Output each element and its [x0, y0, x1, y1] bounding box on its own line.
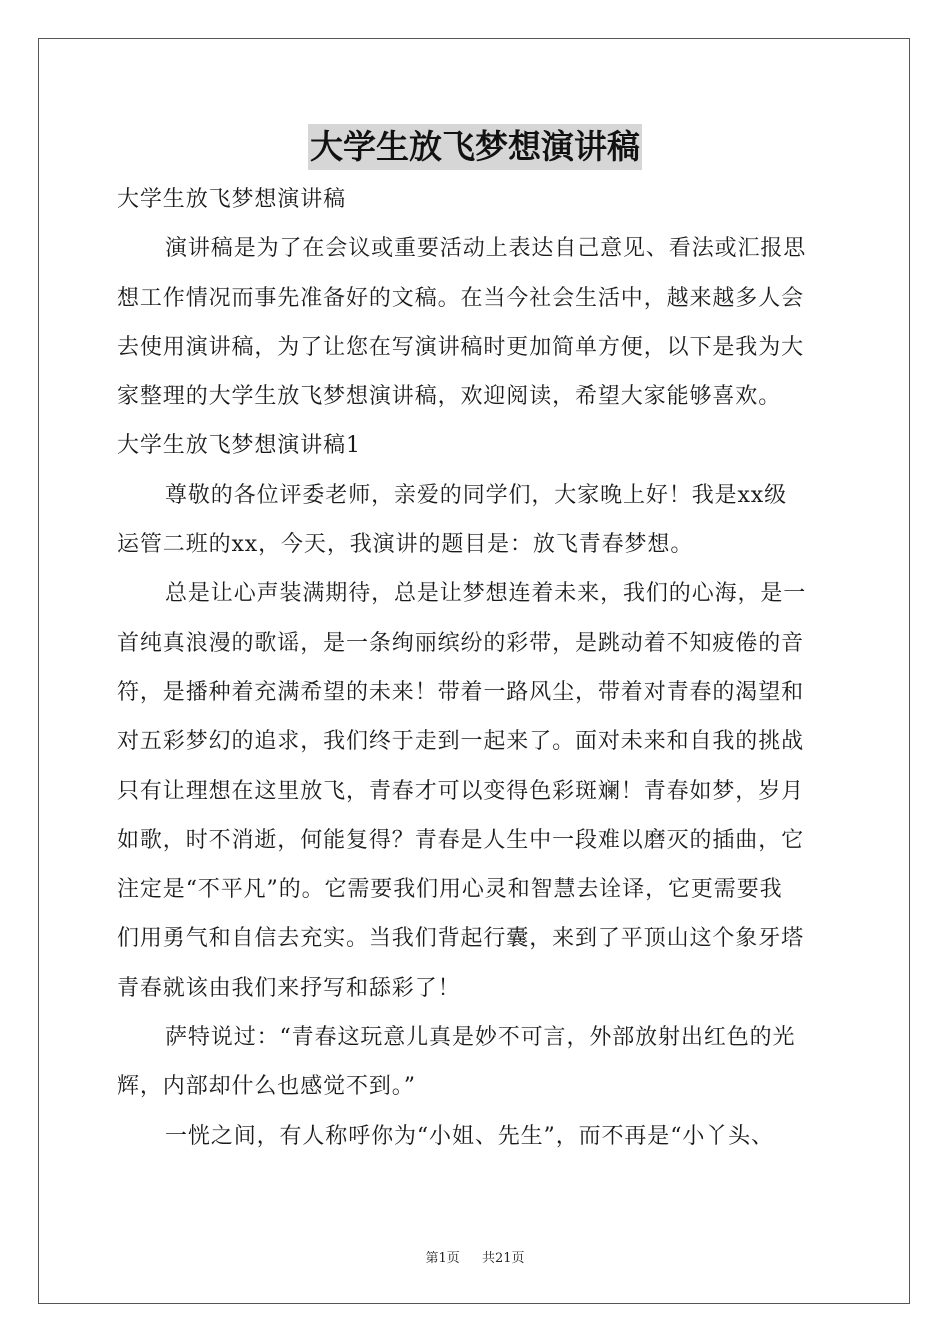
page-number: 第1页 — [425, 1251, 460, 1266]
text-line: 尊敬的各位评委老师，亲爱的同学们，大家晚上好！我是xx级 — [165, 482, 788, 508]
text-line: 们用勇气和自信去充实。当我们背起行囊，来到了平顶山这个象牙塔 — [117, 926, 805, 952]
text-line: 大学生放飞梦想演讲稿1 — [117, 433, 361, 459]
text-line: 首纯真浪漫的歌谣，是一条绚丽缤纷的彩带，是跳动着不知疲倦的音 — [117, 630, 805, 656]
text-line: 家整理的大学生放飞梦想演讲稿，欢迎阅读，希望大家能够喜欢。 — [117, 384, 782, 410]
text-line: 青春就该由我们来抒写和舔彩了！ — [117, 975, 461, 1001]
text-line: 大学生放飞梦想演讲稿 — [117, 187, 347, 212]
title-container — [0, 124, 950, 170]
text-line: 辉，内部却什么也感觉不到。” — [117, 1074, 416, 1100]
text-line: 总是让心声装满期待，总是让梦想连着未来，我们的心海，是一 — [165, 581, 807, 607]
text-line: 对五彩梦幻的追求，我们终于走到一起来了。面对未来和自我的挑战 — [117, 729, 805, 755]
text-line: 注定是“不平凡”的。它需要我们用心灵和智慧去诠译，它更需要我 — [117, 877, 783, 903]
text-line: 只有让理想在这里放飞，青春才可以变得色彩斑斓！青春如梦，岁月 — [117, 778, 805, 804]
text-line: 想工作情况而事先准备好的文稿。在当今社会生活中，越来越多人会 — [117, 285, 805, 311]
document-title: 大学生放飞梦想演讲稿 — [308, 124, 642, 170]
text-line: 萨特说过：“青春这玩意儿真是妙不可言，外部放射出红色的光 — [165, 1025, 796, 1051]
text-line: 演讲稿是为了在会议或重要活动上表达自己意见、看法或汇报思 — [165, 236, 807, 262]
page-total: 共21页 — [482, 1251, 525, 1266]
text-line: 一恍之间，有人称呼你为“小姐、先生”，而不再是“小丫头、 — [165, 1123, 774, 1149]
text-line: 运管二班的xx，今天，我演讲的题目是：放飞青春梦想。 — [117, 532, 694, 558]
text-line: 符，是播种着充满希望的未来！带着一路风尘，带着对青春的渴望和 — [117, 679, 805, 705]
page-footer — [0, 1247, 950, 1266]
text-line: 如歌，时不消逝，何能复得？青春是人生中一段难以磨灭的插曲，它 — [117, 827, 805, 853]
text-line: 去使用演讲稿，为了让您在写演讲稿时更加简单方便，以下是我为大 — [117, 334, 805, 360]
document-body — [117, 175, 833, 1161]
